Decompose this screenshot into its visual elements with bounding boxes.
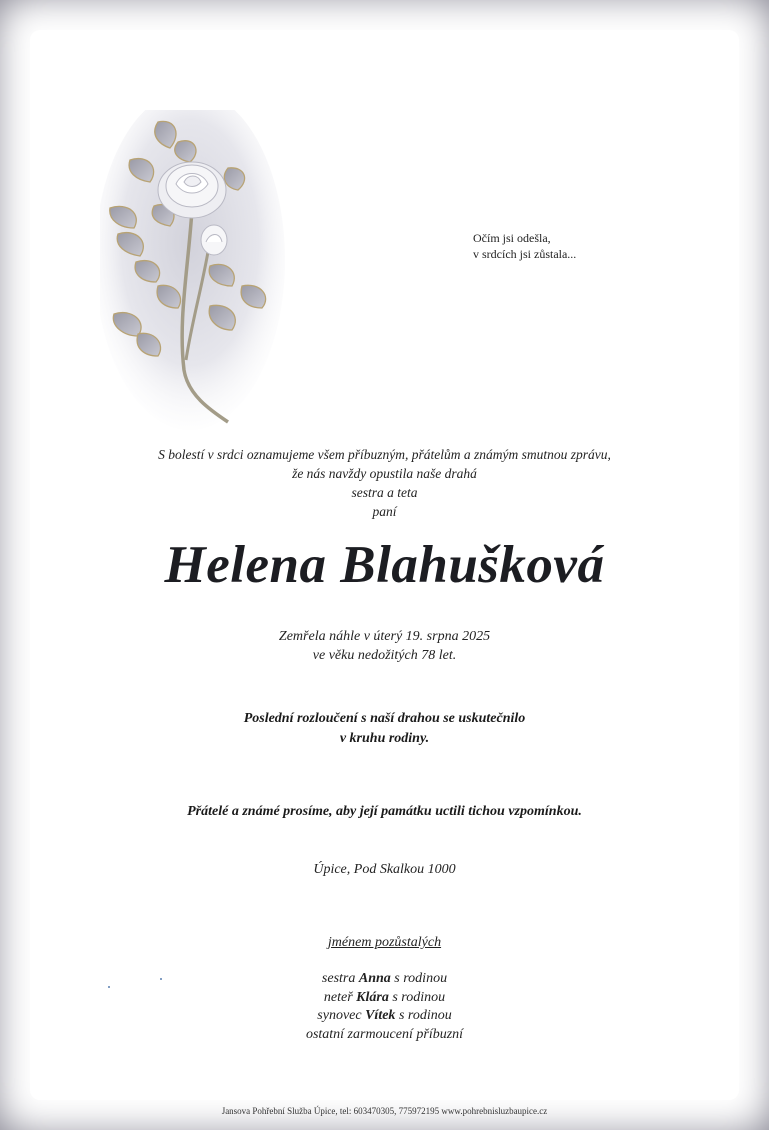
motto-line: Očím jsi odešla, <box>473 231 551 245</box>
white-rose-icon <box>100 110 290 430</box>
deceased-name: Helena Blahušková <box>164 536 605 594</box>
death-line: ve věku nedožitých 78 let. <box>312 648 457 663</box>
announcement-intro <box>0 445 769 521</box>
death-details <box>0 627 769 665</box>
remembrance-request: Přátelé a známé prosíme, aby její památku uctili tichou vzpomínkou. <box>187 804 582 819</box>
funeral-service-footer: Jansova Pohřební Služba Úpice, tel: 603470305, 775972195 www.pohrebnisluzbaupice.cz <box>221 1106 548 1116</box>
mourner-relation: synovec <box>317 1008 366 1023</box>
motto-line: v srdcích jsi zůstala... <box>473 247 577 261</box>
intro-line: S bolestí v srdci oznamujeme všem příbuzným, přátelům a známým smutnou zprávu, <box>158 447 611 462</box>
mourner-suffix: s rodinou <box>390 971 448 986</box>
mourner-name: Klára <box>356 989 389 1005</box>
ink-speck <box>160 978 162 980</box>
ink-speck <box>108 986 110 988</box>
intro-line: sestra a teta <box>351 485 418 500</box>
behalf-wrapper <box>0 933 769 953</box>
mourner-relation: neteř <box>323 989 357 1005</box>
farewell-line: Poslední rozloučení s naší drahou se uskutečnilo <box>243 711 526 726</box>
mourner-relation: sestra <box>321 971 359 986</box>
intro-line: paní <box>372 504 397 519</box>
mourner-line <box>0 1026 769 1045</box>
mourner-name: Anna <box>358 971 391 986</box>
mourners-list <box>0 970 769 1044</box>
mourner-name: Vítek <box>365 1008 396 1023</box>
mourner-line <box>0 989 769 1008</box>
mourner-suffix: ostatní zarmoucení příbuzní <box>305 1026 464 1042</box>
address: Úpice, Pod Skalkou 1000 <box>313 862 456 877</box>
mourner-suffix: s rodinou <box>395 1008 452 1023</box>
mourner-suffix: s rodinou <box>388 989 446 1005</box>
farewell-notice <box>0 709 769 749</box>
intro-line: že nás navždy opustila naše drahá <box>292 466 477 481</box>
mourner-line <box>0 970 769 989</box>
behalf-heading: jménem pozůstalých <box>327 935 442 950</box>
farewell-line: v kruhu rodiny. <box>339 731 430 746</box>
death-line: Zemřela náhle v úterý 19. srpna 2025 <box>278 629 491 644</box>
motto <box>473 230 576 262</box>
mourner-line <box>0 1007 769 1026</box>
